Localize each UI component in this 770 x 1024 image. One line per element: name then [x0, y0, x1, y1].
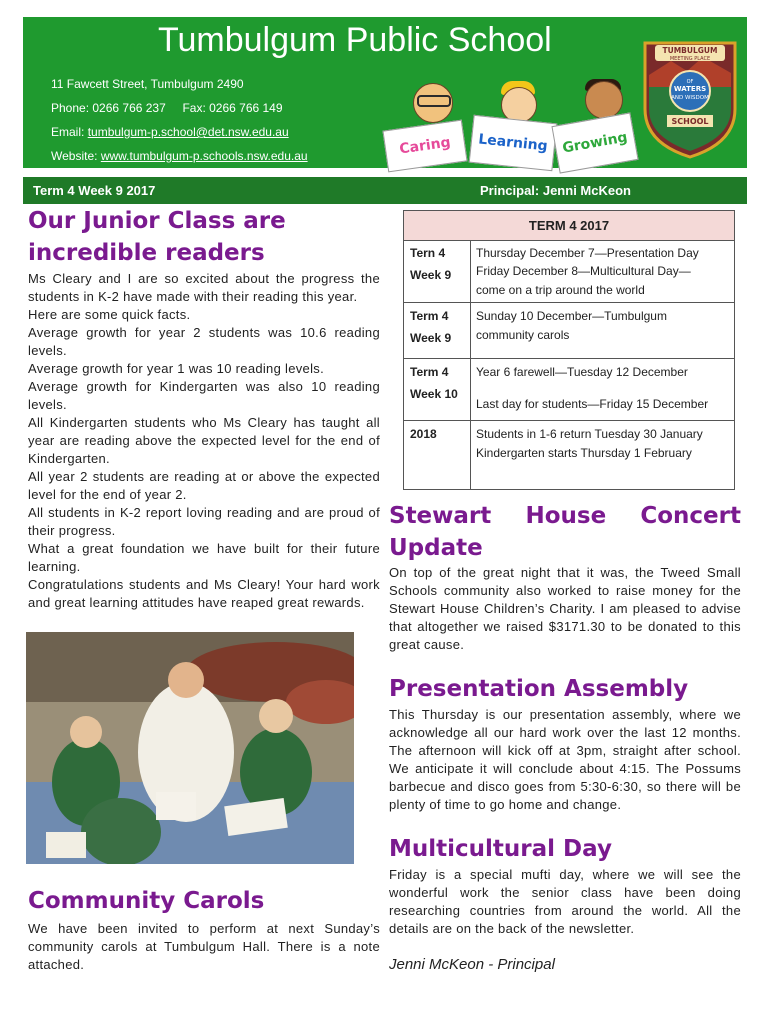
crest-text: MEETING PLACE [669, 56, 711, 62]
paragraph: Congratulations students and Ms Cleary! Your hard work and great learning attitudes have reaped great rewards. [28, 577, 380, 610]
table-cell: Week 9 [410, 331, 452, 345]
school-address: 11 Fawcett Street, Tumbulgum 2490 [51, 77, 244, 91]
table-cell: Thursday December 7—Presentation Day [476, 246, 699, 260]
stewart-house-heading [389, 500, 741, 564]
presentation-assembly-heading: Presentation Assembly [389, 676, 689, 702]
email-label: Email: [51, 125, 88, 139]
term-calendar-table [403, 210, 735, 490]
heading-word: Concert [640, 503, 741, 529]
learning-sign: Learning [469, 115, 558, 172]
crest-text: AND WISDOM [671, 95, 709, 101]
phone-number: Phone: 0266 766 237 [51, 101, 166, 115]
principal-label: Principal: Jenni McKeon [480, 183, 631, 198]
term-week-label: Term 4 Week 9 2017 [33, 183, 156, 198]
table-cell: Term 4 [410, 365, 449, 379]
junior-class-heading: Our Junior Class are incredible readers [28, 208, 286, 266]
paragraph: Average growth for year 2 students was 10.6 reading levels. [28, 325, 380, 358]
heading-word: House [525, 503, 607, 529]
website-link[interactable]: www.tumbulgum-p.schools.nsw.edu.au [100, 149, 308, 163]
website-line [51, 149, 308, 163]
kid-face-icon [585, 81, 623, 119]
multicultural-day-heading: Multicultural Day [389, 836, 612, 862]
paragraph: Ms Cleary and I are so excited about the progress the students in K-2 have made with their reading this year. [28, 271, 380, 304]
heading-word: Update [389, 535, 483, 561]
table-cell: Last day for students—Friday 15 December [476, 397, 709, 411]
table-cell: Term 4 [410, 309, 449, 323]
fax-number: Fax: 0266 766 149 [182, 101, 283, 115]
table-row [404, 358, 734, 421]
stewart-house-text: On top of the great night that it was, the Tweed Small Schools community also worked to raise money for the Stewart House Children’s Charity. I am pleased to advise that altogether we raised $3171.30 to be donated to this great cause. [389, 565, 741, 652]
table-row [404, 302, 734, 359]
crest-text: OF [686, 79, 694, 85]
table-cell: Year 6 farewell—Tuesday 12 December [476, 365, 688, 379]
table-cell: community carols [476, 328, 570, 342]
paragraph: Average growth for year 1 was 10 reading levels. [28, 361, 324, 376]
community-carols-text: We have been invited to perform at next Sunday’s community carols at Tumbulgum Hall. There is a note attached. [28, 921, 380, 972]
website-label: Website: [51, 149, 101, 163]
school-name: Tumbulgum Public School [158, 21, 552, 59]
paragraph: Average growth for Kindergarten was also 10 reading levels. [28, 379, 380, 412]
reading-class-photo [26, 632, 354, 864]
table-cell: Friday December 8—Multicultural Day— [476, 264, 691, 278]
community-carols-heading: Community Carols [28, 888, 265, 914]
paragraph: All year 2 students are reading at or above the expected level for the end of year 2. [28, 469, 380, 502]
table-cell: Week 9 [410, 268, 452, 282]
table-cell: Students in 1-6 return Tuesday 30 January [476, 427, 703, 441]
phone-fax [51, 101, 283, 115]
paragraph: All Kindergarten students who Ms Cleary has taught all year are reading above the expected level for the end of Kindergarten. [28, 415, 380, 466]
table-heading: TERM 4 2017 [404, 211, 734, 241]
kids-illustration [383, 81, 633, 171]
table-cell: Sunday 10 December—Tumbulgum [476, 309, 667, 323]
crest-text: SCHOOL [671, 117, 709, 126]
paragraph: All students in K-2 report loving reading and are proud of their progress. [28, 505, 380, 538]
email-line [51, 125, 289, 139]
heading-word: Stewart [389, 503, 492, 529]
email-link[interactable]: tumbulgum-p.school@det.nsw.edu.au [87, 125, 289, 139]
presentation-assembly-text: This Thursday is our presentation assembly, where we acknowledge all our hard work over the last 12 months. The afternoon will kick off at 3pm, straight after school. We anticipate it will conclude about 4:15. The Possums barbecue and disco goes from 5:30-6:30, so there will be plenty of time to go home and change. [389, 707, 741, 812]
table-row [404, 420, 734, 489]
newsletter-header [23, 17, 747, 168]
crest-text: WATERS [673, 85, 707, 93]
table-cell: come on a trip around the world [476, 283, 645, 297]
multicultural-day-text: Friday is a special mufti day, where we will see the wonderful work the senior class have been doing researching countries from around the world. All the details are on the back of the newsletter. [389, 867, 741, 936]
table-cell: Kindergarten starts Thursday 1 February [476, 446, 692, 460]
table-cell: 2018 [410, 427, 437, 441]
caring-sign: Caring [382, 120, 467, 173]
table-row [404, 240, 734, 303]
crest-text: TUMBULGUM [662, 46, 718, 55]
growing-sign: Growing [551, 112, 638, 173]
junior-class-article [28, 270, 380, 612]
table-cell: Week 10 [410, 387, 458, 401]
paragraph: What a great foundation we have built for their future learning. [28, 541, 380, 574]
principal-signoff: Jenni McKeon - Principal [389, 956, 555, 973]
paragraph: Here are some quick facts. [28, 307, 191, 322]
table-cell: Tern 4 [410, 246, 446, 260]
term-bar [23, 177, 747, 204]
school-crest-logo [641, 39, 739, 159]
glasses-icon [417, 95, 451, 107]
